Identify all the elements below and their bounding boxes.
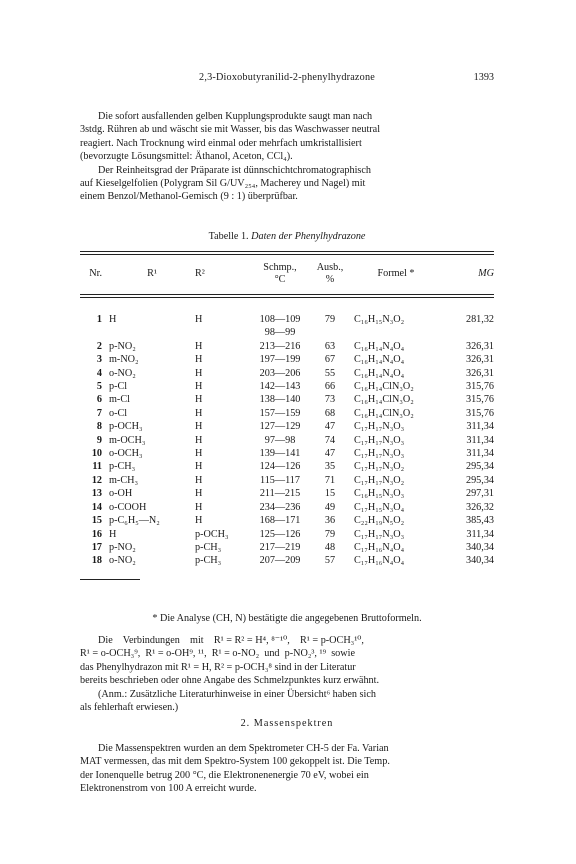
table-row bbox=[80, 393, 494, 406]
cell-ausb: 48 bbox=[324, 541, 336, 553]
cell-r1: p-Cl bbox=[109, 381, 128, 393]
table-caption bbox=[80, 230, 494, 243]
cell-nr: 14 bbox=[91, 501, 102, 513]
table-footnote: * Die Analyse (CH, N) bestätigte die angegebenen Bruttoformeln. bbox=[152, 613, 422, 624]
cell-mg: 311,34 bbox=[466, 528, 494, 540]
cell-mg: 311,34 bbox=[466, 448, 494, 460]
cell-r2: p-CH₃ bbox=[195, 541, 222, 553]
cell-ausb: 57 bbox=[324, 555, 336, 567]
text-line: (Anm.: Zusätzliche Literaturhinweise in einer Übersicht⁶ haben sich bbox=[98, 688, 376, 700]
cell-r2: H bbox=[195, 515, 203, 527]
cell-schmp: 142—143 bbox=[259, 381, 301, 393]
header-schmp-line2: °C bbox=[274, 274, 286, 285]
cell-mg: 326,32 bbox=[465, 501, 494, 513]
cell-schmp: 97—98 bbox=[264, 434, 296, 446]
cell-r1: o-COOH bbox=[109, 501, 147, 513]
cell-ausb: 79 bbox=[324, 528, 336, 540]
table-row bbox=[80, 447, 494, 460]
table-row bbox=[80, 460, 494, 473]
cell-schmp: 138—140 bbox=[259, 394, 301, 406]
cell-r2: H bbox=[195, 354, 203, 366]
table-caption-label: Tabelle 1. bbox=[208, 231, 249, 242]
cell-formel: C₁₇H₁₆N₄O₄ bbox=[354, 541, 405, 553]
cell-ausb: 36 bbox=[324, 515, 336, 527]
cell-r1: H bbox=[109, 314, 117, 325]
text-line: Elektronenstrom von 100 A erreicht wurde. bbox=[80, 783, 257, 795]
cell-formel: C₁₆H₁₄N₄O₄ bbox=[354, 340, 405, 352]
section2-text bbox=[80, 742, 494, 796]
cell-schmp: 98—99 bbox=[264, 327, 296, 339]
cell-ausb: 74 bbox=[324, 434, 336, 446]
discussion-paragraph bbox=[80, 634, 494, 714]
cell-ausb: 67 bbox=[324, 354, 336, 366]
text-line: das Phenylhydrazon mit R¹ = H, R² = p-OCH₃⁸ sind in der Literatur bbox=[80, 661, 356, 673]
text-line: MAT vermessen, das mit dem Spektro-System 100 gekoppelt ist. Die Temp. bbox=[80, 756, 390, 768]
table-caption-title: Daten der Phenylhydrazone bbox=[251, 231, 366, 242]
text-line: R¹ = o-OCH₃⁹, R¹ = o-OH⁹, ¹¹, R¹ = o-NO₂ und p-NO₂³, ¹⁹ sowie bbox=[80, 648, 355, 660]
cell-schmp: 157—159 bbox=[259, 407, 301, 419]
table-row bbox=[80, 487, 494, 500]
cell-schmp: 234—236 bbox=[259, 501, 301, 513]
text-line: 3stdg. Rühren ab und wäscht sie mit Wasser, bis das Waschwasser neutral bbox=[80, 124, 381, 136]
cell-formel: C₁₆H₁₅N₃O₃ bbox=[354, 488, 405, 500]
cell-r2: H bbox=[195, 407, 203, 419]
text-line: (bevorzugte Lösungsmittel: Äthanol, Aceton, CCl₄). bbox=[80, 151, 293, 163]
cell-mg: 315,76 bbox=[465, 407, 494, 419]
cell-r1: o-Cl bbox=[109, 407, 128, 419]
cell-mg: 326,31 bbox=[465, 354, 494, 366]
cell-schmp: 115—117 bbox=[260, 474, 300, 486]
cell-formel: C₁₆H₁₅N₃O₂ bbox=[354, 314, 405, 325]
table-row bbox=[80, 326, 494, 339]
cell-formel: C₁₇H₁₅N₃O₄ bbox=[354, 501, 405, 513]
cell-mg: 315,76 bbox=[465, 394, 494, 406]
intro-paragraph-1 bbox=[80, 110, 494, 164]
cell-formel bbox=[350, 326, 438, 339]
cell-ausb: 73 bbox=[324, 394, 336, 406]
cell-nr: 5 bbox=[96, 381, 102, 393]
cell-formel: C₂₂H₁₉N₅O₂ bbox=[354, 515, 405, 527]
table-row bbox=[80, 554, 494, 567]
cell-mg: 311,34 bbox=[466, 434, 494, 446]
table-row bbox=[80, 420, 494, 433]
cell-schmp: 168—171 bbox=[259, 515, 301, 527]
cell-r1: o-NO₂ bbox=[109, 555, 136, 567]
table-row bbox=[80, 380, 494, 393]
cell-r1 bbox=[102, 326, 195, 339]
table-top-rule bbox=[80, 251, 494, 255]
cell-mg: 295,34 bbox=[465, 474, 494, 486]
cell-formel: C₁₇H₁₇N₃O₃ bbox=[354, 434, 405, 446]
cell-schmp: 203—206 bbox=[259, 367, 301, 379]
table-row bbox=[80, 407, 494, 420]
cell-mg: 385,43 bbox=[465, 515, 494, 527]
cell-formel: C₁₆H₁₄ClN₃O₂ bbox=[354, 381, 414, 393]
text-line: Der Reinheitsgrad der Präparate ist dünnschichtchromatographisch bbox=[98, 164, 371, 176]
cell-schmp: 217—219 bbox=[259, 541, 301, 553]
header-r2: R² bbox=[195, 268, 205, 279]
cell-nr: 6 bbox=[96, 394, 102, 406]
cell-r1: m-OCH₃ bbox=[109, 434, 146, 446]
cell-r1: p-CH₃ bbox=[109, 461, 136, 473]
cell-ausb bbox=[310, 326, 350, 339]
table-row bbox=[80, 353, 494, 366]
cell-r2: p-OCH₃ bbox=[195, 528, 229, 540]
cell-r2: H bbox=[195, 340, 203, 352]
cell-mg: 340,34 bbox=[465, 555, 494, 567]
header-nr: Nr. bbox=[89, 268, 102, 279]
text-line: als fehlerhaft erwiesen.) bbox=[80, 702, 179, 714]
cell-formel: C₁₇H₁₇N₃O₂ bbox=[354, 461, 405, 473]
cell-ausb: 35 bbox=[324, 461, 336, 473]
running-title: 2,3-Dioxobutyranilid-2-phenylhydrazone bbox=[199, 72, 375, 83]
section-heading: 2. Massenspektren bbox=[240, 718, 334, 729]
cell-mg: 311,34 bbox=[466, 421, 494, 433]
cell-mg: 281,32 bbox=[465, 314, 494, 325]
cell-mg: 297,31 bbox=[465, 488, 494, 500]
cell-schmp: 207—209 bbox=[259, 555, 301, 567]
text-line: der Ionenquelle betrug 200 °C, die Elektronenenergie 70 eV, wobei ein bbox=[80, 769, 369, 781]
header-ausb-line1: Ausb., bbox=[316, 262, 344, 273]
cell-nr: 7 bbox=[96, 407, 102, 419]
cell-schmp: 197—199 bbox=[259, 354, 301, 366]
cell-r2: H bbox=[195, 461, 203, 473]
cell-nr: 8 bbox=[96, 421, 102, 433]
cell-r2: H bbox=[195, 474, 203, 486]
cell-r1: p-OCH₃ bbox=[109, 421, 143, 433]
cell-nr: 4 bbox=[96, 367, 102, 379]
cell-mg: 326,31 bbox=[465, 367, 494, 379]
cell-r2: H bbox=[195, 367, 203, 379]
cell-nr: 9 bbox=[96, 434, 102, 446]
cell-schmp: 108—109 bbox=[259, 314, 301, 325]
cell-ausb: 79 bbox=[324, 314, 336, 325]
cell-nr: 17 bbox=[91, 541, 102, 553]
table-row bbox=[80, 340, 494, 353]
cell-schmp: 213—216 bbox=[259, 340, 301, 352]
cell-nr: 18 bbox=[91, 555, 102, 567]
text-line: reagiert. Nach Trocknung wird einmal oder mehrfach umkristallisiert bbox=[80, 137, 362, 149]
header-schmp bbox=[250, 262, 310, 286]
cell-formel: C₁₇H₁₇N₃O₃ bbox=[354, 528, 405, 540]
discussion-text bbox=[80, 634, 494, 714]
cell-r1: H bbox=[109, 528, 117, 540]
cell-nr: 3 bbox=[96, 354, 102, 366]
table-header bbox=[80, 262, 494, 286]
data-table bbox=[80, 313, 494, 568]
text-line: Die Massenspektren wurden an dem Spektrometer CH-5 der Fa. Varian bbox=[98, 743, 389, 754]
cell-ausb: 71 bbox=[324, 474, 336, 486]
cell-formel: C₁₆H₁₄ClN₃O₂ bbox=[354, 407, 414, 419]
cell-r1: o-NO₂ bbox=[109, 367, 136, 379]
cell-mg bbox=[438, 326, 494, 339]
cell-r1: p-C₆H₅—N₂ bbox=[109, 515, 160, 527]
table-row bbox=[80, 474, 494, 487]
cell-formel: C₁₆H₁₄ClN₃O₂ bbox=[354, 394, 414, 406]
table-row bbox=[80, 528, 494, 541]
section2-paragraph bbox=[80, 742, 494, 796]
cell-formel: C₁₇H₁₇N₃O₂ bbox=[354, 474, 405, 486]
header-schmp-line1: Schmp., bbox=[263, 262, 297, 273]
cell-nr bbox=[80, 326, 102, 339]
cell-formel: C₁₆H₁₄N₄O₄ bbox=[354, 367, 405, 379]
cell-formel: C₁₆H₁₄N₄O₄ bbox=[354, 354, 405, 366]
cell-r2: H bbox=[195, 434, 203, 446]
cell-ausb: 63 bbox=[324, 340, 336, 352]
cell-r1: o-OCH₃ bbox=[109, 448, 143, 460]
cell-ausb: 15 bbox=[324, 488, 336, 500]
cell-nr: 12 bbox=[91, 474, 102, 486]
cell-formel: C₁₇H₁₇N₃O₃ bbox=[354, 448, 405, 460]
cell-mg: 326,31 bbox=[465, 340, 494, 352]
cell-r1: o-OH bbox=[109, 488, 133, 500]
table-bottom-rule bbox=[80, 579, 140, 580]
cell-nr: 1 bbox=[96, 314, 102, 325]
intro-text bbox=[80, 110, 494, 204]
cell-mg: 315,76 bbox=[465, 381, 494, 393]
header-formel: Formel * bbox=[377, 268, 415, 279]
cell-ausb: 47 bbox=[324, 421, 336, 433]
cell-r1: p-NO₂ bbox=[109, 541, 136, 553]
cell-nr: 10 bbox=[91, 448, 102, 460]
cell-schmp: 124—126 bbox=[259, 461, 301, 473]
cell-formel: C₁₇H₁₆N₄O₄ bbox=[354, 555, 405, 567]
table-row bbox=[80, 501, 494, 514]
cell-nr: 16 bbox=[91, 528, 102, 540]
cell-r2: H bbox=[195, 448, 203, 460]
cell-r2: H bbox=[195, 394, 203, 406]
table-row bbox=[80, 434, 494, 447]
text-line: Die sofort ausfallenden gelben Kupplungsprodukte saugt man nach bbox=[98, 111, 373, 122]
text-line: einem Benzol/Methanol-Gemisch (9 : 1) überprüfbar. bbox=[80, 191, 298, 203]
cell-schmp: 125—126 bbox=[259, 528, 301, 540]
header-r1: R¹ bbox=[147, 268, 157, 279]
text-line: Die Verbindungen mit R¹ = R² = H⁴, ⁸⁻¹⁰, R¹ = p-OCH₃¹⁰, bbox=[98, 635, 364, 646]
cell-nr: 15 bbox=[91, 515, 102, 527]
cell-nr: 13 bbox=[91, 488, 102, 500]
table-row bbox=[80, 313, 494, 326]
text-line: bereits beschrieben oder ohne Angabe des Schmelzpunktes kurz erwähnt. bbox=[80, 675, 380, 687]
cell-ausb: 68 bbox=[324, 407, 336, 419]
cell-mg: 340,34 bbox=[465, 541, 494, 553]
cell-r2 bbox=[195, 326, 250, 339]
cell-r2: H bbox=[195, 501, 203, 513]
cell-nr: 2 bbox=[96, 340, 102, 352]
cell-schmp: 127—129 bbox=[259, 421, 301, 433]
cell-mg: 295,34 bbox=[465, 461, 494, 473]
table-row bbox=[80, 541, 494, 554]
cell-r2: H bbox=[195, 488, 203, 500]
cell-r1: m-NO₂ bbox=[109, 354, 139, 366]
cell-r2: H bbox=[195, 314, 203, 325]
table-row bbox=[80, 367, 494, 380]
cell-ausb: 66 bbox=[324, 381, 336, 393]
cell-ausb: 55 bbox=[324, 367, 336, 379]
running-head bbox=[80, 71, 494, 85]
table-header-rule bbox=[80, 294, 494, 298]
header-mg: MG bbox=[478, 268, 494, 279]
page-number: 1393 bbox=[473, 72, 494, 83]
cell-r1: m-CH₃ bbox=[109, 474, 139, 486]
cell-nr: 11 bbox=[92, 461, 102, 473]
cell-r2: p-CH₃ bbox=[195, 555, 222, 567]
table-row bbox=[80, 514, 494, 527]
cell-r1: m-Cl bbox=[109, 394, 130, 406]
cell-r2: H bbox=[195, 381, 203, 393]
cell-r2: H bbox=[195, 421, 203, 433]
data-table-body bbox=[80, 313, 494, 568]
header-ausb bbox=[310, 262, 350, 286]
cell-schmp: 211—215 bbox=[259, 488, 301, 500]
cell-r1: p-NO₂ bbox=[109, 340, 136, 352]
cell-ausb: 49 bbox=[324, 501, 336, 513]
cell-formel: C₁₇H₁₇N₃O₃ bbox=[354, 421, 405, 433]
table-header-row bbox=[80, 262, 494, 286]
header-ausb-line2: % bbox=[325, 274, 335, 285]
cell-ausb: 47 bbox=[324, 448, 336, 460]
text-line: auf Kieselgelfolien (Polygram Sil G/UV₂₅₄, Macherey und Nagel) mit bbox=[80, 178, 366, 190]
intro-paragraph-2 bbox=[80, 164, 494, 204]
cell-schmp: 139—141 bbox=[259, 448, 301, 460]
